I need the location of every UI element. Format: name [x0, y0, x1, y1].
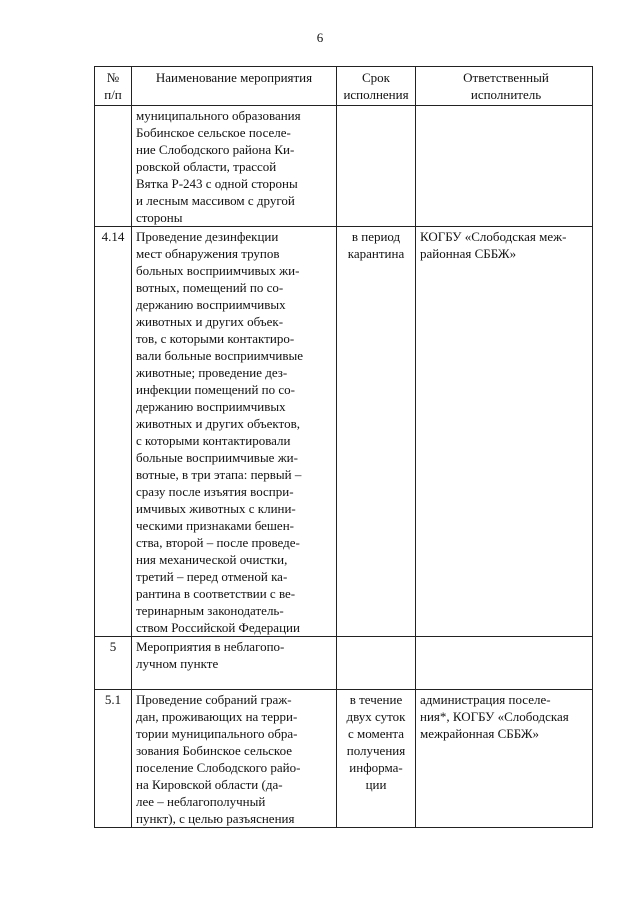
text-line: карантина [347, 246, 405, 261]
text-line: муниципального образования [136, 108, 301, 123]
text-line: в течение [349, 692, 403, 707]
text-line: тов, с которыми контактиро- [136, 331, 295, 346]
text-line: лучном пункте [136, 656, 219, 671]
text-line: Срок [362, 70, 390, 85]
row-name [132, 690, 337, 828]
text-line: держанию восприимчивых [136, 297, 286, 312]
text-line: пункт), с целью разъяснения [136, 811, 295, 826]
text-line: КОГБУ «Слободская меж- [420, 229, 567, 244]
header-row [95, 67, 593, 106]
page-number: 6 [316, 30, 324, 45]
text-line: с которыми контактировали [136, 433, 291, 448]
row-term [337, 106, 416, 227]
text-line: получения [346, 743, 406, 758]
row-term [337, 227, 416, 637]
table-row [95, 106, 593, 227]
table-header [95, 67, 593, 106]
row-responsible [416, 690, 593, 828]
text-line: Проведение собраний граж- [136, 692, 292, 707]
text-line: ства, второй – после проведе- [136, 535, 300, 550]
row-number [95, 106, 132, 227]
text-line: сразу после изъятия воспри- [136, 484, 294, 499]
text-line: животных и других объектов, [136, 416, 300, 431]
text-line: Ответственный [463, 70, 549, 85]
text-line: Вятка Р-243 с одной стороны [136, 176, 298, 191]
row-number: 5 [95, 637, 132, 690]
row-name [132, 106, 337, 227]
text-line: двух суток [346, 709, 406, 724]
text-line: держанию восприимчивых [136, 399, 286, 414]
text-line: рантина в соответствии с ве- [136, 586, 296, 601]
text-line: межрайонная СББЖ» [420, 726, 540, 741]
table-body [95, 106, 593, 828]
text-line: информа- [349, 760, 403, 775]
text-line: ния*, КОГБУ «Слободская [420, 709, 569, 724]
row-term [337, 637, 416, 690]
text-line: поселение Слободского райо- [136, 760, 301, 775]
text-line: ния механической очистки, [136, 552, 288, 567]
text-line: теринарным законодатель- [136, 603, 284, 618]
text-line: вотных, помещений по со- [136, 280, 284, 295]
text-line: исполнения [343, 87, 409, 102]
text-line: Проведение дезинфекции [136, 229, 279, 244]
text-line: животных и других объек- [136, 314, 284, 329]
text-line [136, 672, 333, 689]
row-responsible [416, 637, 593, 690]
row-number: 5.1 [95, 690, 132, 828]
text-line: и лесным массивом с другой [136, 193, 295, 208]
text-line: на Кировской области (да- [136, 777, 283, 792]
text-line: стороны [136, 210, 183, 225]
row-number: 4.14 [95, 227, 132, 637]
header-name [132, 67, 337, 106]
text-line: районная СББЖ» [420, 246, 517, 261]
text-line: третий – перед отменой ка- [136, 569, 288, 584]
text-line: № [106, 70, 120, 85]
header-number [95, 67, 132, 106]
text-line: больные восприимчивые жи- [136, 450, 298, 465]
text-line: ством Российской Федерации [136, 620, 300, 635]
text-line: лее – неблагополучный [136, 794, 266, 809]
text-line: ции [365, 777, 387, 792]
text-line: ческими признаками бешен- [136, 518, 294, 533]
text-line: больных восприимчивых жи- [136, 263, 300, 278]
text-line: ровской области, трассой [136, 159, 277, 174]
text-line: Мероприятия в неблагопо- [136, 639, 285, 654]
text-line: с момента [347, 726, 405, 741]
table-row [95, 637, 593, 690]
row-name [132, 637, 337, 690]
text-line: Бобинское сельское поселе- [136, 125, 291, 140]
header-responsible [416, 67, 593, 106]
row-responsible [416, 227, 593, 637]
text-line: исполнитель [470, 87, 542, 102]
table-row [95, 690, 593, 828]
text-line: вотные, в три этапа: первый – [136, 467, 302, 482]
text-line: ние Слободского района Ки- [136, 142, 295, 157]
text-line: администрация поселе- [420, 692, 551, 707]
table-row [95, 227, 593, 637]
text-line: дан, проживающих на терри- [136, 709, 298, 724]
text-line: инфекции помещений по со- [136, 382, 295, 397]
row-responsible [416, 106, 593, 227]
row-name [132, 227, 337, 637]
text-line: Наименование мероприятия [155, 70, 313, 85]
text-line: животные; проведение дез- [136, 365, 288, 380]
text-line: зования Бобинское сельское [136, 743, 293, 758]
plan-table [94, 66, 593, 828]
text-line: мест обнаружения трупов [136, 246, 280, 261]
row-term [337, 690, 416, 828]
text-line: тории муниципального обра- [136, 726, 298, 741]
header-term [337, 67, 416, 106]
text-line: п/п [104, 87, 122, 102]
text-line: имчивых животных с клини- [136, 501, 296, 516]
text-line: в период [351, 229, 401, 244]
text-line: вали больные восприимчивые [136, 348, 303, 363]
